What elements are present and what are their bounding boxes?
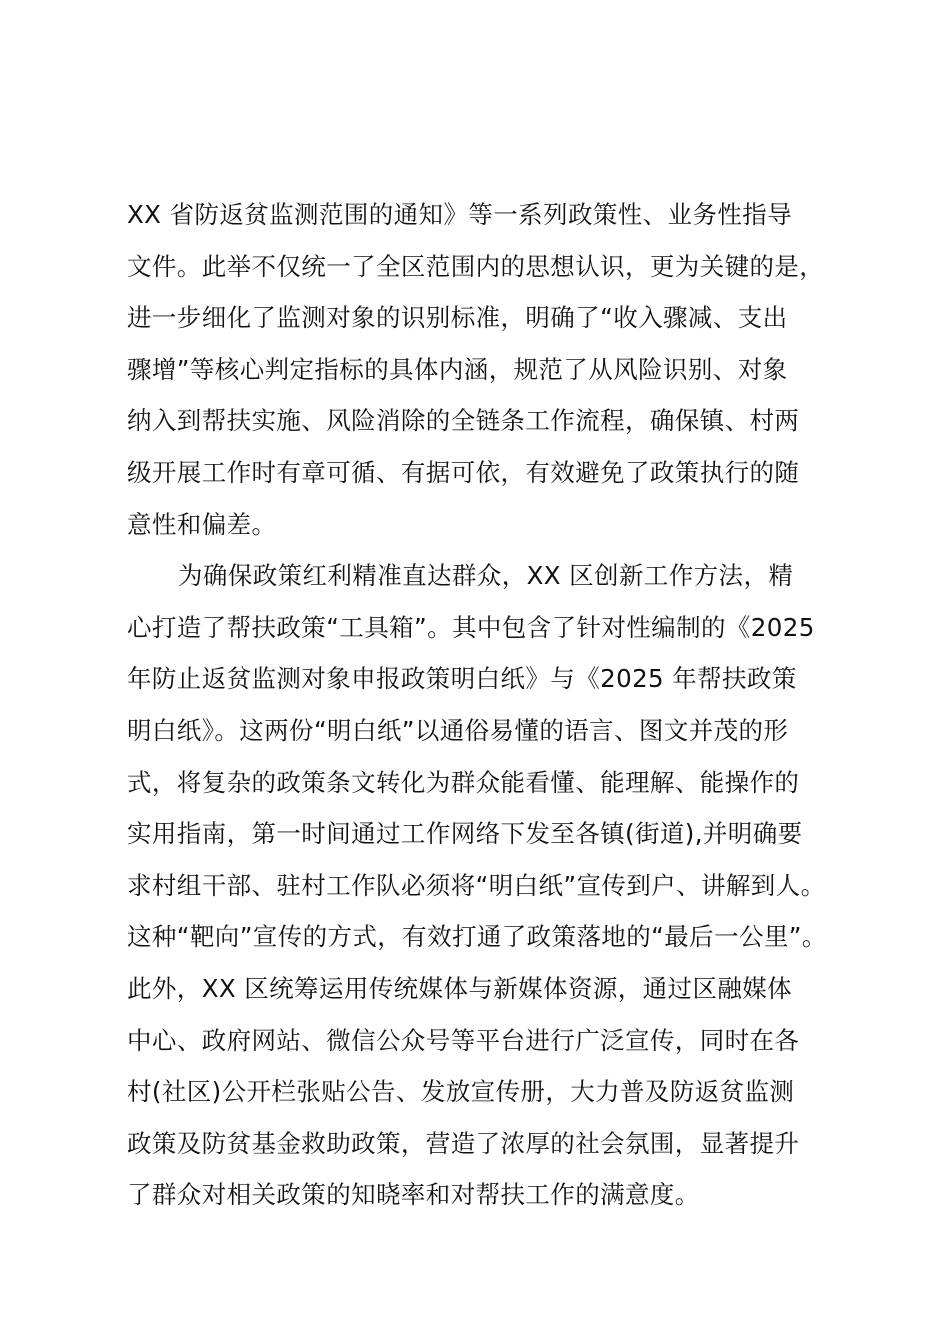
paragraph-2 — [127, 550, 827, 1272]
text-line: 文件。此举不仅统一了全区范围内的思想认识，更为关键的是， — [127, 251, 825, 281]
text-line: 意性和偏差。 — [127, 509, 277, 539]
text-line: 求村组干部、驻村工作队必须将“明白纸”宣传到户、讲解到人。 — [127, 870, 826, 900]
text-line: 村(社区)公开栏张贴公告、发放宣传册，大力普及防返贫监测 — [127, 1077, 795, 1107]
text-line: 这种“靶向”宣传的方式，有效打通了政策落地的“最后一公里”。 — [127, 922, 827, 952]
text-line — [127, 1221, 827, 1273]
text-line: 进一步细化了监测对象的识别标准，明确了“收入骤减、支出 — [127, 303, 788, 333]
document-body — [127, 189, 827, 1272]
text-line: 此外，XX 区统筹运用传统媒体与新媒体资源，通过区融媒体 — [127, 973, 793, 1003]
text-line: 了群众对相关政策的知晓率和对帮扶工作的满意度。 — [127, 1180, 700, 1210]
text-line: 政策及防贫基金救助政策，营造了浓厚的社会氛围，显著提升 — [127, 1128, 800, 1158]
text-line: 式，将复杂的政策条文转化为群众能看懂、能理解、能操作的 — [127, 767, 800, 797]
text-line: XX 省防返贫监测范围的通知》等一系列政策性、业务性指导 — [127, 200, 793, 229]
text-line: 纳入到帮扶实施、风险消除的全链条工作流程，确保镇、村两 — [127, 406, 800, 436]
text-line: 中心、政府网站、微信公众号等平台进行广泛宣传，同时在各 — [127, 1025, 800, 1055]
text-line: 实用指南，第一时间通过工作网络下发至各镇(街道),并明确要 — [127, 819, 803, 849]
text-line-indented: 为确保政策红利精准直达群众，XX 区创新工作方法，精 — [178, 561, 794, 591]
text-line: 年防止返贫监测对象申报政策明白纸》与《2025 年帮扶政策 — [127, 664, 797, 694]
text-line: 心打造了帮扶政策“工具箱”。其中包含了针对性编制的《2025 — [127, 612, 815, 642]
text-line: 明白纸》。这两份“明白纸”以通俗易懂的语言、图文并茂的形 — [127, 715, 789, 745]
text-line: 级开展工作时有章可循、有据可依，有效避免了政策执行的随 — [127, 457, 800, 487]
text-line: 骤增”等核心判定指标的具体内涵，规范了从风险识别、对象 — [127, 354, 788, 384]
paragraph-1 — [127, 189, 827, 550]
